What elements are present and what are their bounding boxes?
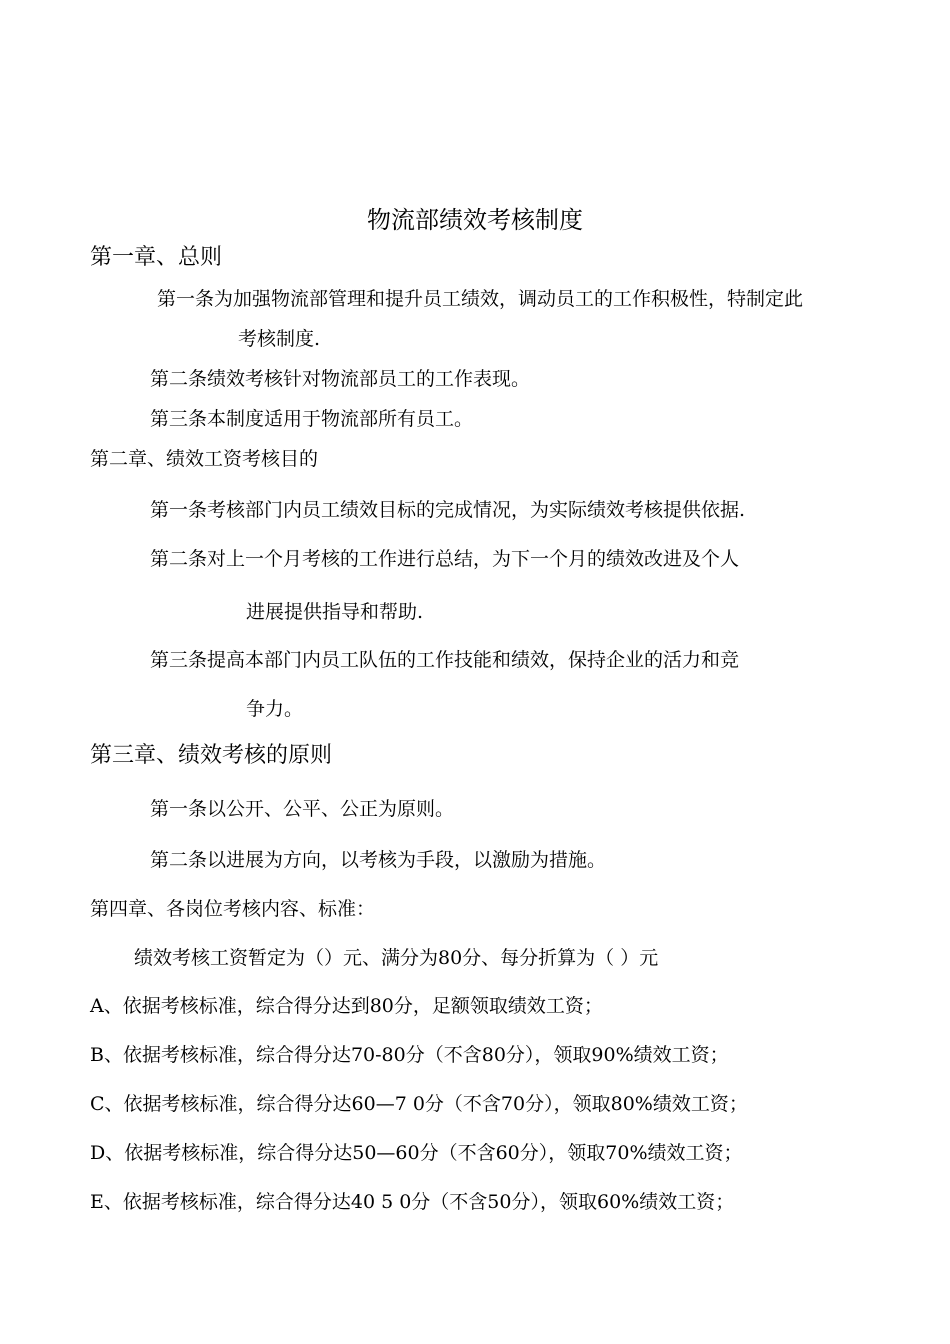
chapter-2-article-1: 第一条考核部门内员工绩效目标的完成情况，为实际绩效考核提供依据. <box>150 499 746 521</box>
chapter-1-article-2: 第二条绩效考核针对物流部员工的工作表现。 <box>150 368 531 390</box>
chapter-3-article-1: 第一条以公开、公平、公正为原则。 <box>150 798 455 820</box>
grade-item-b: B、依据考核标准，综合得分达70-80分（不含80分），领取90%绩效工资； <box>90 1044 729 1066</box>
chapter-2-article-2-line-2: 进展提供指导和帮助. <box>246 601 424 623</box>
chapter-2-heading: 第二章、绩效工资考核目的 <box>90 448 319 470</box>
chapter-4-intro: 绩效考核工资暂定为（）元、满分为80分、每分折算为（ ）元 <box>134 947 659 969</box>
chapter-1-article-1-line-2: 考核制度. <box>238 328 321 350</box>
chapter-3-article-2: 第二条以进展为方向，以考核为手段，以激励为措施。 <box>150 849 607 871</box>
document-title: 物流部绩效考核制度 <box>367 206 583 234</box>
chapter-4-heading: 第四章、各岗位考核内容、标准： <box>90 898 376 920</box>
grade-item-d: D、依据考核标准，综合得分达50—60分（不含60分），领取70%绩效工资； <box>90 1142 743 1164</box>
chapter-2-article-2-line-1: 第二条对上一个月考核的工作进行总结，为下一个月的绩效改进及个人 <box>150 548 740 570</box>
chapter-2-article-3-line-2: 争力。 <box>246 698 304 720</box>
chapter-2-article-3-line-1: 第三条提高本部门内员工队伍的工作技能和绩效，保持企业的活力和竞 <box>150 649 740 671</box>
grade-item-a: A、依据考核标准，综合得分达到80分，足额领取绩效工资； <box>90 995 603 1017</box>
chapter-1-article-3: 第三条本制度适用于物流部所有员工。 <box>150 408 474 430</box>
chapter-1-article-1-line-1: 第一条为加强物流部管理和提升员工绩效，调动员工的工作积极性，特制定此 <box>157 288 804 310</box>
chapter-1-heading: 第一章、总则 <box>90 245 223 270</box>
grade-item-c: C、依据考核标准，综合得分达60—7 0分（不含70分），领取80%绩效工资； <box>90 1093 748 1115</box>
chapter-3-heading: 第三章、绩效考核的原则 <box>90 743 333 768</box>
grade-item-e: E、依据考核标准，综合得分达40 5 0分（不含50分），领取60%绩效工资； <box>90 1191 735 1213</box>
